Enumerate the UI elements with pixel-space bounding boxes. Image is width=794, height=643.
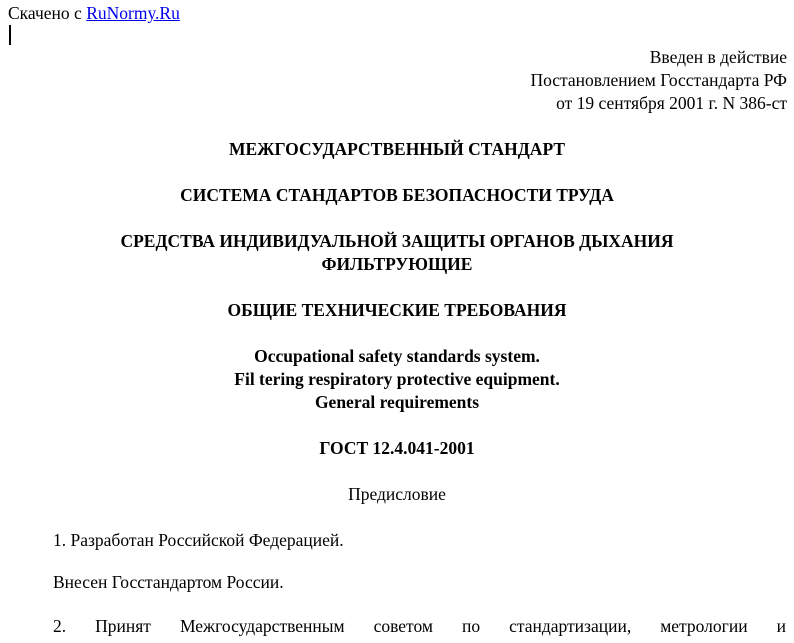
intro-line-2: Постановлением Госстандарта РФ [530, 70, 787, 90]
paragraph-3-word: по [461, 616, 481, 636]
gost-number: ГОСТ 12.4.041-2001 [319, 438, 475, 458]
source-line [8, 2, 180, 25]
paragraph-3-word: Принят [95, 616, 151, 636]
intro-line-3: от 19 сентября 2001 г. N 386-ст [556, 93, 787, 113]
title-interstate-standard: МЕЖГОСУДАРСТВЕННЫЙ СТАНДАРТ [228, 139, 566, 159]
english-title-line-3: General requirements [314, 392, 480, 412]
source-prefix: Скачено с [8, 3, 87, 23]
paragraph-1: 1. Разработан Российской Федерацией. [53, 530, 344, 550]
english-title-line-2: Fil tering respiratory protective equipment. [234, 369, 560, 389]
paragraph-3 [53, 615, 786, 638]
foreword-heading: Предисловие [348, 484, 446, 504]
english-title-line-1: Occupational safety standards system. [254, 346, 540, 366]
source-link[interactable]: RuNormy.Ru [86, 3, 180, 23]
title-requirements: ОБЩИЕ ТЕХНИЧЕСКИЕ ТРЕБОВАНИЯ [227, 300, 567, 320]
paragraph-3-word: 2. [53, 616, 67, 636]
intro-line-1: Введен в действие [649, 47, 787, 67]
paragraph-3-word: и [776, 616, 786, 636]
paragraph-3-word: Межгосударственным [179, 616, 345, 636]
title-system: СИСТЕМА СТАНДАРТОВ БЕЗОПАСНОСТИ ТРУДА [180, 185, 614, 205]
paragraph-2: Внесен Госстандартом России. [53, 572, 284, 592]
paragraph-3-word: советом [373, 616, 433, 636]
text-cursor [9, 25, 11, 45]
paragraph-3-word: метрологии [660, 616, 748, 636]
paragraph-3-word: стандартизации, [509, 616, 632, 636]
title-means-line-2: ФИЛЬТРУЮЩИЕ [321, 254, 473, 274]
intro-block [530, 46, 787, 115]
title-means-line-1: СРЕДСТВА ИНДИВИДУАЛЬНОЙ ЗАЩИТЫ ОРГАНОВ ДЫХАНИЯ [120, 231, 674, 251]
